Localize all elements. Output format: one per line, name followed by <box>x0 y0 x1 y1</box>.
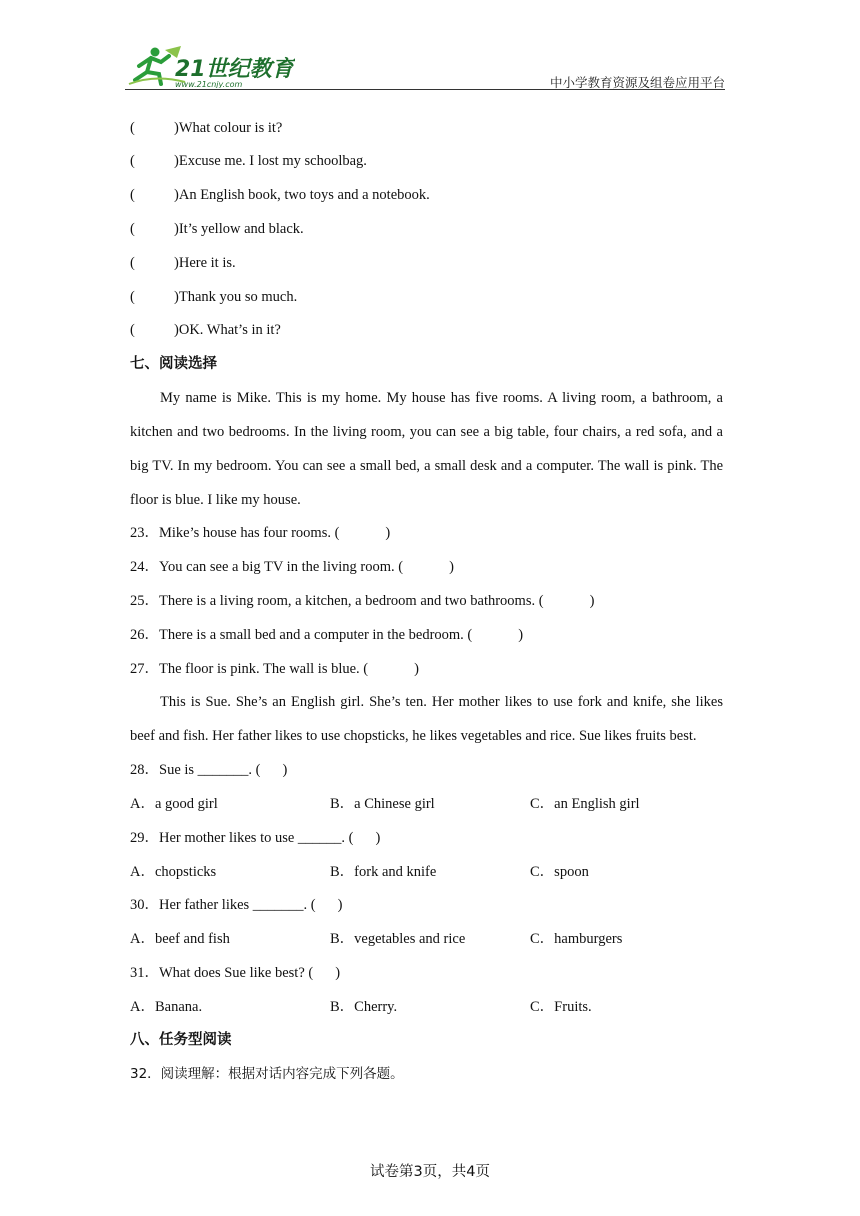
passage-2: This is Sue. She’s an English girl. She’s ten. Her mother likes to use fork and knife, she likes beef and fish. Her father likes to use chopsticks, he likes vegetables and rice. Sue likes fruits best. <box>130 694 723 744</box>
question-23: 23．Mike’s house has four rooms. ( ) <box>130 525 391 541</box>
option-c: C．hamburgers <box>530 931 623 947</box>
question-25: 25．There is a living room, a kitchen, a bedroom and two bathrooms. ( ) <box>130 593 595 609</box>
option-b: B．a Chinese girl <box>330 796 435 812</box>
option-c: C．an English girl <box>530 796 640 812</box>
option-a: A．Banana. <box>130 999 203 1015</box>
option-a: A．a good girl <box>130 796 218 812</box>
dialogue-line: ( )It’s yellow and black. <box>130 221 304 237</box>
passage-1: My name is Mike. This is my home. My house has five rooms. A living room, a bathroom, a kitchen and two bedrooms. In the living room, you can see a big table, four chairs, a red sofa, and a big TV. In my bedroom. You can see a small bed, a small desk and a computer. The wall is pink. The floor is blue. I like my house. <box>130 390 723 508</box>
dialogue-line: ( )Here it is. <box>130 255 236 271</box>
option-c: C．spoon <box>530 864 589 880</box>
option-a: A．chopsticks <box>130 864 217 880</box>
21cnjy-logo <box>125 44 295 88</box>
question-24: 24．You can see a big TV in the living room. ( ) <box>130 559 454 575</box>
question-31: 31．What does Sue like best? ( ) <box>130 965 341 981</box>
page-footer: 试卷第3页，共4页 <box>370 1164 490 1180</box>
dialogue-line: ( )OK. What’s in it? <box>130 322 281 338</box>
section-8-title: 八、任务型阅读 <box>130 1032 232 1048</box>
option-c: C．Fruits. <box>530 999 592 1015</box>
logo-url: www.21cnjy.com <box>175 80 243 88</box>
question-30: 30．Her father likes _______. ( ) <box>130 897 343 913</box>
header-rule <box>125 89 725 90</box>
page-header <box>125 40 725 90</box>
dialogue-line: ( )What colour is it? <box>130 120 283 136</box>
question-28: 28．Sue is _______. ( ) <box>130 762 288 778</box>
dialogue-line: ( )Thank you so much. <box>130 289 298 305</box>
question-27: 27．The floor is pink. The wall is blue. ( ) <box>130 661 419 677</box>
option-b: B．vegetables and rice <box>330 931 466 947</box>
logo-text: 21世纪教育 <box>175 57 294 82</box>
option-a: A．beef and fish <box>130 931 230 947</box>
question-32: 32．阅读理解：根据对话内容完成下列各题。 <box>130 1066 404 1082</box>
question-26: 26．There is a small bed and a computer in the bedroom. ( ) <box>130 627 524 643</box>
option-b: B．fork and knife <box>330 864 437 880</box>
question-29: 29．Her mother likes to use ______. ( ) <box>130 830 381 846</box>
platform-name: 中小学教育资源及组卷应用平台 <box>549 75 725 90</box>
dialogue-line: ( )An English book, two toys and a notebook. <box>130 187 430 203</box>
option-b: B．Cherry. <box>330 999 398 1015</box>
section-7-title: 七、阅读选择 <box>130 356 217 372</box>
dialogue-line: ( )Excuse me. I lost my schoolbag. <box>130 153 367 169</box>
